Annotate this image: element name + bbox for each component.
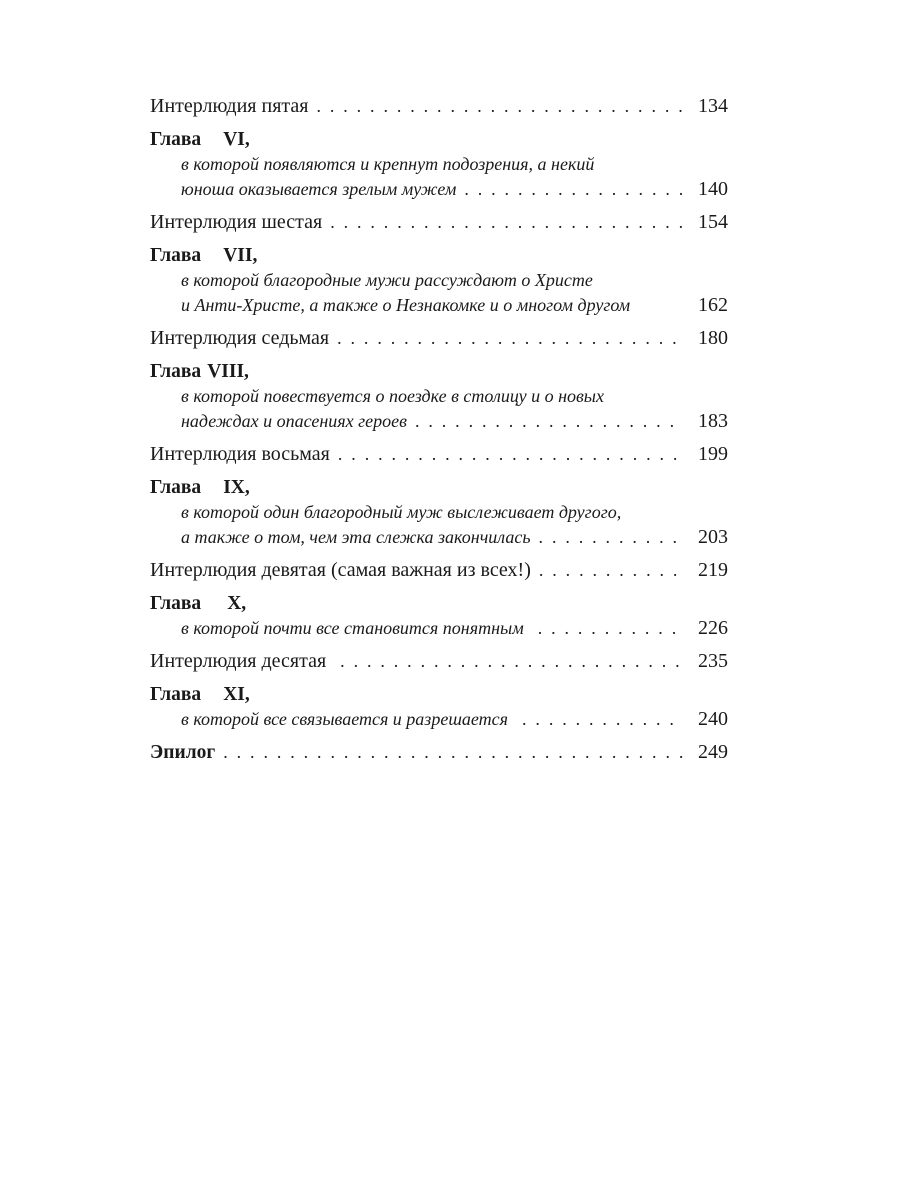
toc-entry-interlude-7 <box>150 326 728 351</box>
chapter-subtitle: и Анти-Христе, а также о Незнакомке и о многом другом <box>181 295 631 315</box>
toc-chapter-11-heading <box>150 682 728 707</box>
toc-chapter-9-subtitle-line-1 <box>150 500 728 525</box>
chapter-subtitle: в которой появляются и крепнут подозрения, а некий <box>181 154 595 174</box>
chapter-number: X, <box>227 593 247 614</box>
entry-title: Интерлюдия седьмая <box>150 327 330 349</box>
toc-entry-interlude-8 <box>150 442 728 467</box>
dot-leader <box>539 525 684 550</box>
chapter-number: IX, <box>223 477 250 498</box>
toc-entry-interlude-5 <box>150 94 728 119</box>
entry-title: Интерлюдия пятая <box>150 95 309 117</box>
dot-leader <box>538 616 684 641</box>
toc-chapter-10-heading <box>150 591 728 616</box>
toc-chapter-9-subtitle-line-2 <box>150 525 728 550</box>
dot-leader <box>340 649 684 674</box>
chapter-number: VII, <box>223 245 258 266</box>
chapter-label: Глава <box>150 477 202 498</box>
dot-leader <box>223 740 684 765</box>
page-number: 240 <box>698 708 728 730</box>
page-number: 134 <box>698 95 728 117</box>
dot-leader <box>522 707 684 732</box>
page-number: 162 <box>698 294 728 316</box>
dot-leader <box>415 409 684 434</box>
chapter-label: Глава <box>150 593 202 614</box>
chapter-subtitle: в которой повествуется о поездке в столицу и о новых <box>181 386 604 406</box>
chapter-subtitle: в которой благородные мужи рассуждают о Христе <box>181 270 593 290</box>
page-number: 154 <box>698 211 728 233</box>
chapter-label: Глава <box>150 129 202 150</box>
dot-leader <box>464 177 684 202</box>
chapter-subtitle: в которой один благородный муж выслеживает другого, <box>181 502 622 522</box>
toc-chapter-6-heading <box>150 127 728 152</box>
page-number: 249 <box>698 741 728 763</box>
page-number: 203 <box>698 526 728 548</box>
chapter-number: XI, <box>223 684 250 705</box>
dot-leader <box>539 558 684 583</box>
chapter-label: Глава <box>150 684 202 705</box>
chapter-subtitle: юноша оказывается зрелым мужем <box>181 179 457 199</box>
toc-chapter-8-heading <box>150 359 728 384</box>
entry-title: Интерлюдия шестая <box>150 211 323 233</box>
page-number: 180 <box>698 327 728 349</box>
page-number: 183 <box>698 410 728 432</box>
toc-chapter-7-subtitle-line-2 <box>150 293 728 318</box>
toc-chapter-8-subtitle-line-1 <box>150 384 728 409</box>
chapter-subtitle: в которой все связывается и разрешается <box>181 709 509 729</box>
toc-chapter-7-heading <box>150 243 728 268</box>
page-number: 226 <box>698 617 728 639</box>
chapter-label: Глава <box>150 361 202 382</box>
toc-chapter-6-subtitle-line-1 <box>150 152 728 177</box>
toc-entry-epilogue <box>150 740 728 765</box>
toc-chapter-6-subtitle-line-2 <box>150 177 728 202</box>
toc-chapter-11-subtitle-line-1 <box>150 707 728 732</box>
toc-chapter-10-subtitle-line-1 <box>150 616 728 641</box>
toc-chapter-8-subtitle-line-2 <box>150 409 728 434</box>
page-number: 235 <box>698 650 728 672</box>
entry-title: Эпилог <box>150 742 216 763</box>
page-number: 140 <box>698 178 728 200</box>
entry-title: Интерлюдия десятая <box>150 650 327 672</box>
chapter-label: Глава <box>150 245 202 266</box>
page-number: 219 <box>698 559 728 581</box>
toc-entry-interlude-10 <box>150 649 728 674</box>
page-number: 199 <box>698 443 728 465</box>
dot-leader <box>330 210 684 235</box>
entry-title: Интерлюдия девятая (самая важная из всех!) <box>150 559 531 581</box>
dot-leader <box>316 94 684 119</box>
entry-title: Интерлюдия восьмая <box>150 443 330 465</box>
chapter-subtitle: в которой почти все становится понятным <box>181 618 524 638</box>
toc-chapter-9-heading <box>150 475 728 500</box>
toc-entry-interlude-6 <box>150 210 728 235</box>
dot-leader <box>337 326 684 351</box>
table-of-contents <box>150 94 728 765</box>
toc-entry-interlude-9 <box>150 558 728 583</box>
chapter-number: VIII, <box>207 361 249 382</box>
dot-leader <box>338 442 684 467</box>
toc-chapter-7-subtitle-line-1 <box>150 268 728 293</box>
chapter-number: VI, <box>223 129 250 150</box>
chapter-subtitle: а также о том, чем эта слежка закончилась <box>181 527 531 547</box>
chapter-subtitle: надеждах и опасениях героев <box>181 411 407 431</box>
